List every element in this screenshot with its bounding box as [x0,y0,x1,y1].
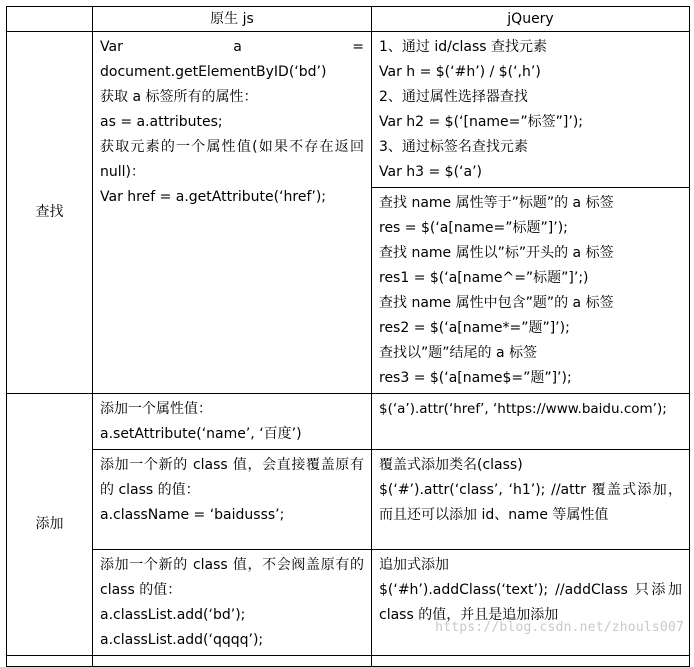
text-line: document.getElementByID(‘bd’) [100,64,327,80]
text-line: Var href = a.getAttribute(‘href’); [100,189,327,205]
text-line: $(‘#’).attr(‘class’, ‘h1’); //attr 覆盖式添加，而且还可以添加 id、name 等属性值 [379,482,682,523]
cut-cell [93,656,372,667]
text-line: Var a = [100,39,364,55]
text-line: 追加式添加 [379,557,449,573]
text-line: 2、通过属性选择器查找 [379,89,528,105]
watermark-text: https://blog.csdn.net/zhouls007 [435,620,684,635]
header-jquery: jQuery [372,7,690,32]
text-line: $(‘a’).attr(‘href’, ‘https://www.baidu.com’); [379,401,667,417]
add-row-3 [7,550,690,656]
find-row-1 [7,32,690,188]
comparison-table [6,6,690,667]
add-r3-native-cell [93,550,372,656]
text-line: a.className = ‘baidusss’; [100,507,285,523]
text-line: $(‘#h’).addClass(‘text’); //addClass 只添加 class 的值，并且是追加添加 [379,582,682,623]
find-jquery-top-cell [372,32,690,188]
text-line: 查找 name 属性中包含”题”的 a 标签 [379,295,614,311]
text-line: a.classList.add(‘qqqq’); [100,632,264,648]
text-line: 1、通过 id/class 查找元素 [379,39,548,55]
text-line: Var h3 = $(‘a’) [379,164,482,180]
add-r2-native-cell [93,450,372,550]
category-add: 添加 [7,394,93,656]
cut-cell [7,656,93,667]
text-line: res1 = $(‘a[name^=”标题”]’;) [379,270,589,286]
category-find: 查找 [7,32,93,394]
text-line: 3、通过标签名查找元素 [379,139,528,155]
text-line: 覆盖式添加类名(class) [379,457,523,473]
text-line: Var h2 = $(‘[name=”标签”]’); [379,114,583,130]
cut-cell [372,656,690,667]
add-row-2 [7,450,690,550]
text-line: 获取 a 标签所有的属性： [100,89,258,105]
text-line: as = a.attributes; [100,114,223,130]
add-row-1 [7,394,690,450]
text-line: 查找 name 属性等于”标题”的 a 标签 [379,195,614,211]
add-r1-jquery-cell [372,394,690,450]
text-line: 查找以”题”结尾的 a 标签 [379,345,537,361]
add-r2-jquery-cell [372,450,690,550]
text-line: res2 = $(‘a[name*=”题”]’); [379,320,570,336]
text-line: 添加一个属性值： [100,401,212,417]
text-line: a.classList.add(‘bd’); [100,607,246,623]
find-jquery-bottom-cell [372,188,690,394]
text-line: 添加一个新的 class 值，会直接覆盖原有的 class 的值： [100,457,364,498]
header-native-js: 原生 js [93,7,372,32]
add-r1-native-cell [93,394,372,450]
text-line: 查找 name 属性以”标”开头的 a 标签 [379,245,614,261]
text-line: res = $(‘a[name=”标题”]’); [379,220,568,236]
add-r3-jquery-cell [372,550,690,656]
text-line: res3 = $(‘a[name$=”题”]’); [379,370,572,386]
header-row [7,7,690,32]
text-line: 获取元素的一个属性值(如果不存在返回 null)： [100,139,364,180]
text-line: Var h = $(‘#h’) / $(‘,h’) [379,64,541,80]
header-empty-cell [7,7,93,32]
text-line: a.setAttribute(‘name’, ‘百度’) [100,426,302,442]
find-native-cell [93,32,372,394]
text-line: 添加一个新的 class 值，不会阀盖原有的 class 的值： [100,557,364,598]
cut-off-row [7,656,690,667]
